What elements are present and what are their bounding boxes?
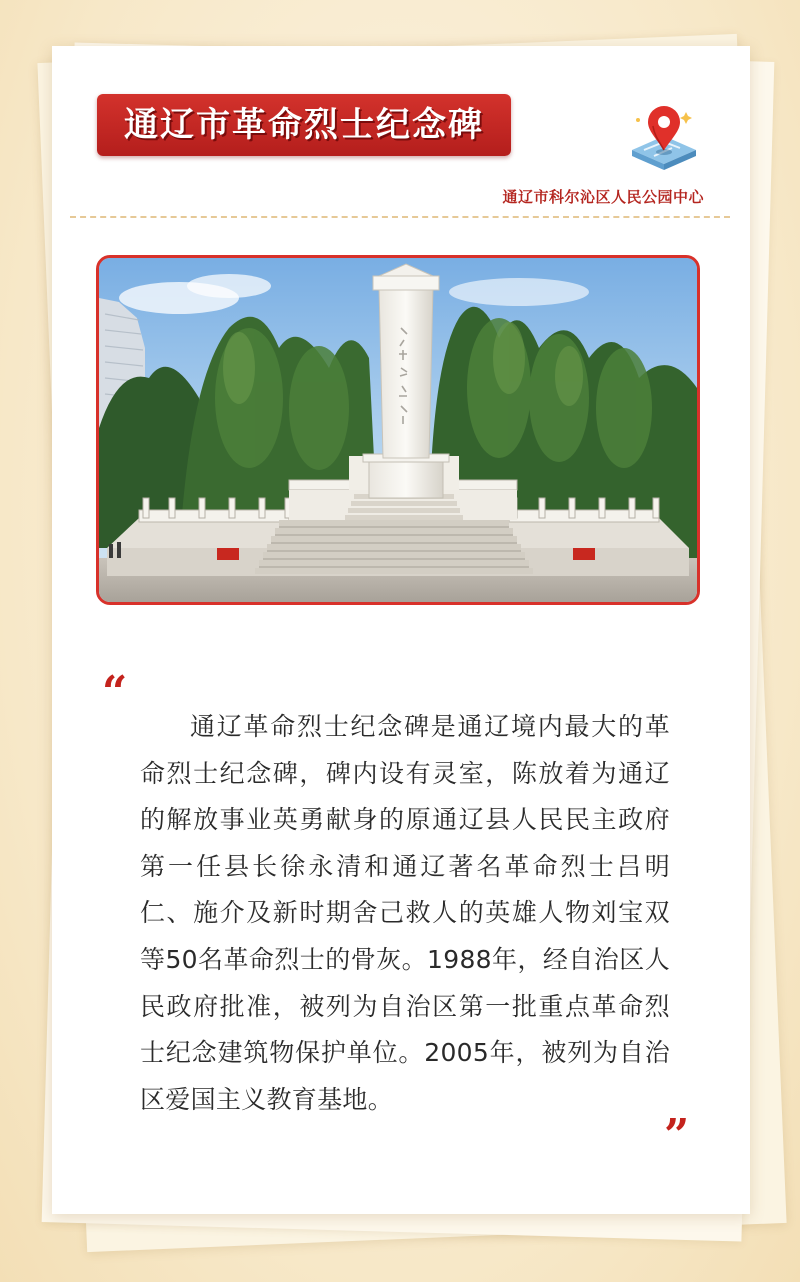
- title-badge: [97, 94, 511, 156]
- header-divider: [70, 216, 730, 218]
- close-quote-mark: ”: [664, 1110, 690, 1161]
- location-label: 通辽市科尔沁区人民公园中心: [502, 188, 704, 206]
- open-quote-mark: “: [102, 667, 128, 718]
- description-paragraph: 通辽革命烈士纪念碑是通辽境内最大的革命烈士纪念碑，碑内设有灵室，陈放着为通辽的解放事业英勇献身的原通辽县人民民主政府第一任县长徐永清和通辽著名革命烈士吕明仁、施介及新时期舍己救人的英雄人物刘宝双等50名革命烈士的骨灰。1988年，经自治区人民政府批准，被列为自治区第一批重点革命烈士纪念建筑物保护单位。2005年，被列为自治区爱国主义教育基地。: [140, 712, 670, 1114]
- page-title: 通辽市革命烈士纪念碑: [124, 105, 484, 145]
- content-card: [52, 46, 750, 1214]
- monument-photo: [96, 255, 700, 605]
- map-pin-icon: [624, 102, 702, 174]
